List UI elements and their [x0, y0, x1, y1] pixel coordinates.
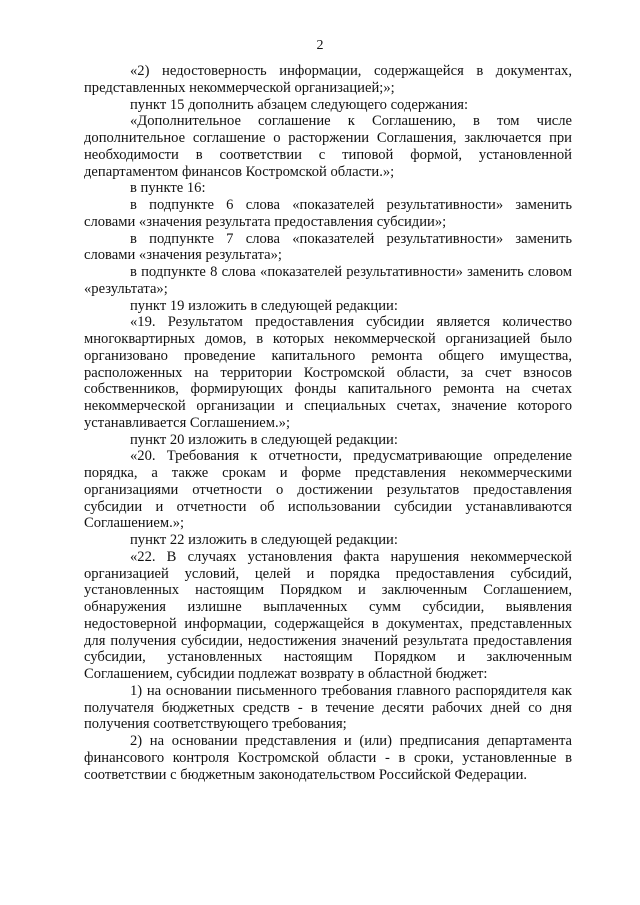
paragraph-item-22: «22. В случаях установления факта нарушения некоммерческой организацией условий, целей и порядка предоставления субсидий, установленных настоящим Порядком и заключенным Соглашением, обнаружения излишне выплаченных сумм субсидии, выявления недостоверной информации, содержащейся в документах, представленных для получения субсидии, недостижения значений результата предоставления субсидии, установленных настоящим Порядком и заключенным Соглашением, субсидии подлежат возврату в областной бюджет: — [84, 548, 572, 682]
paragraph-item-20: «20. Требования к отчетности, предусматривающие определение порядка, а также срокам и форме представления некоммерческими организациями отчетности о достижении результатов предоставления субсидии и отчетности об использовании субсидии устанавливаются Соглашением.»; — [84, 448, 572, 532]
paragraph-point-16: в пункте 16: — [130, 180, 206, 197]
paragraph-point-19: пункт 19 изложить в следующей редакции: — [130, 297, 398, 314]
page-number: 2 — [316, 38, 324, 53]
paragraph-return-2: 2) на основании представления и (или) предписания департамента финансового контроля Костромской области - в сроки, установленные в соответствии с бюджетным законодательством Российской Федерации. — [84, 733, 572, 783]
paragraph-additional-agreement: «Дополнительное соглашение к Соглашению, в том числе дополнительное соглашение о расторжении Соглашения, заключается при необходимости в соответствии с типовой формой, установленной департаментом финансов Костромской области.»; — [84, 113, 572, 180]
document-body — [84, 63, 572, 783]
paragraph-point-15: пункт 15 дополнить абзацем следующего содержания: — [130, 96, 469, 113]
paragraph-return-1: 1) на основании письменного требования главного распорядителя как получателя бюджетных средств - в течение десяти рабочих дней со дня получения соответствующего требования; — [84, 682, 572, 733]
paragraph-subpoint-7: в подпункте 7 слова «показателей результативности» заменить словами «значения результата»; — [84, 230, 572, 264]
paragraph-point-22: пункт 22 изложить в следующей редакции: — [130, 532, 398, 548]
paragraph-subpoint-6: в подпункте 6 слова «показателей результативности» заменить словами «значения результата предоставления субсидии»; — [84, 197, 572, 230]
paragraph-item-19: «19. Результатом предоставления субсидии является количество многоквартирных домов, в которых некоммерческой организацией было организовано проведение капитального ремонта общего имущества, расположенных на территории Костромской области, за счет взносов собственников, формирующих фонды капитального ремонта на счетах некоммерческой организации и специальных счетах, значение которого устанавливается Соглашением.»; — [84, 314, 572, 431]
paragraph-point-20: пункт 20 изложить в следующей редакции: — [130, 431, 398, 448]
paragraph-subpoint-8: в подпункте 8 слова «показателей результативности» заменить словом «результата»; — [84, 264, 572, 297]
paragraph-item-2: «2) недостоверность информации, содержащейся в документах, представленных некоммерческой организацией;»; — [84, 63, 572, 96]
